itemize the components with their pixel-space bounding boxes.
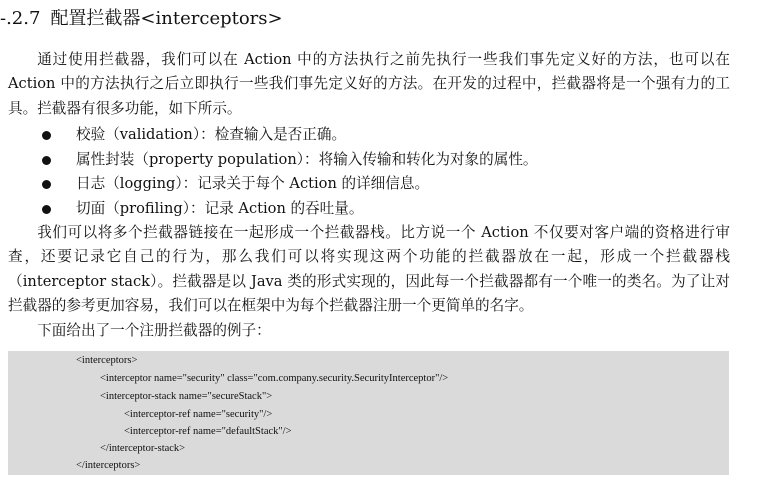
interceptor-stack-paragraph: 我们可以将多个拦截器链接在一起形成一个拦截器栈。比方说一个 Action 不仅要对客户端的资格进行审查，还要记录它自己的行为，那么我们可以将实现这两个功能的拦截器放在一起，形成一个拦截器栈（interceptor stack）。拦截器是以 Java 类的形式实现的，因此每一个拦截器都有一个唯一的类名。为了让对拦截器的参考更加容易，我们可以在框架中为每个拦截器注册一个更简单的名字。	[8, 224, 730, 314]
list-item	[0, 123, 740, 148]
bullet-icon	[42, 180, 51, 189]
list-item-text: 校验（validation）：检查输入是否正确。	[76, 126, 347, 143]
list-item	[0, 148, 740, 173]
code-line: <interceptor-ref name="defaultStack"/>	[124, 426, 292, 437]
example-lead-text: 下面给出了一个注册拦截器的例子：	[37, 322, 271, 339]
code-line: </interceptor-stack>	[100, 443, 186, 454]
list-item	[0, 172, 740, 197]
list-item-text: 切面（profiling）：记录 Action 的吞吐量。	[76, 199, 364, 217]
code-line: </interceptors>	[76, 460, 141, 471]
list-item-text: 日志（logging）：记录关于每个 Action 的详细信息。	[76, 175, 430, 192]
code-line: <interceptor name="security" class="com.company.security.SecurityInterceptor"/>	[100, 373, 449, 384]
section-heading	[0, 6, 283, 32]
list-item-text: 属性封装（property population）：将输入传输和转化为对象的属性。	[76, 150, 538, 168]
bullet-icon	[42, 156, 51, 165]
bullet-icon	[42, 131, 51, 140]
section-number: -.2.7	[0, 8, 41, 29]
section-title: 配置拦截器<interceptors>	[50, 8, 283, 29]
feature-list	[0, 123, 740, 221]
code-line: <interceptor-stack name="secureStack">	[100, 391, 273, 402]
list-item	[0, 197, 740, 222]
code-block	[8, 351, 729, 475]
code-line: <interceptors>	[76, 355, 138, 366]
bullet-icon	[42, 205, 51, 214]
intro-paragraph: 通过使用拦截器，我们可以在 Action 中的方法执行之前先执行一些我们事先定义好的方法，也可以在 Action 中的方法执行之后立即执行一些我们事先定义好的方法。在开发的过程中，拦截器将是一个强有力的工具。拦截器有很多功能，如下所示。	[8, 51, 730, 117]
code-line: <interceptor-ref name="security"/>	[124, 409, 273, 420]
